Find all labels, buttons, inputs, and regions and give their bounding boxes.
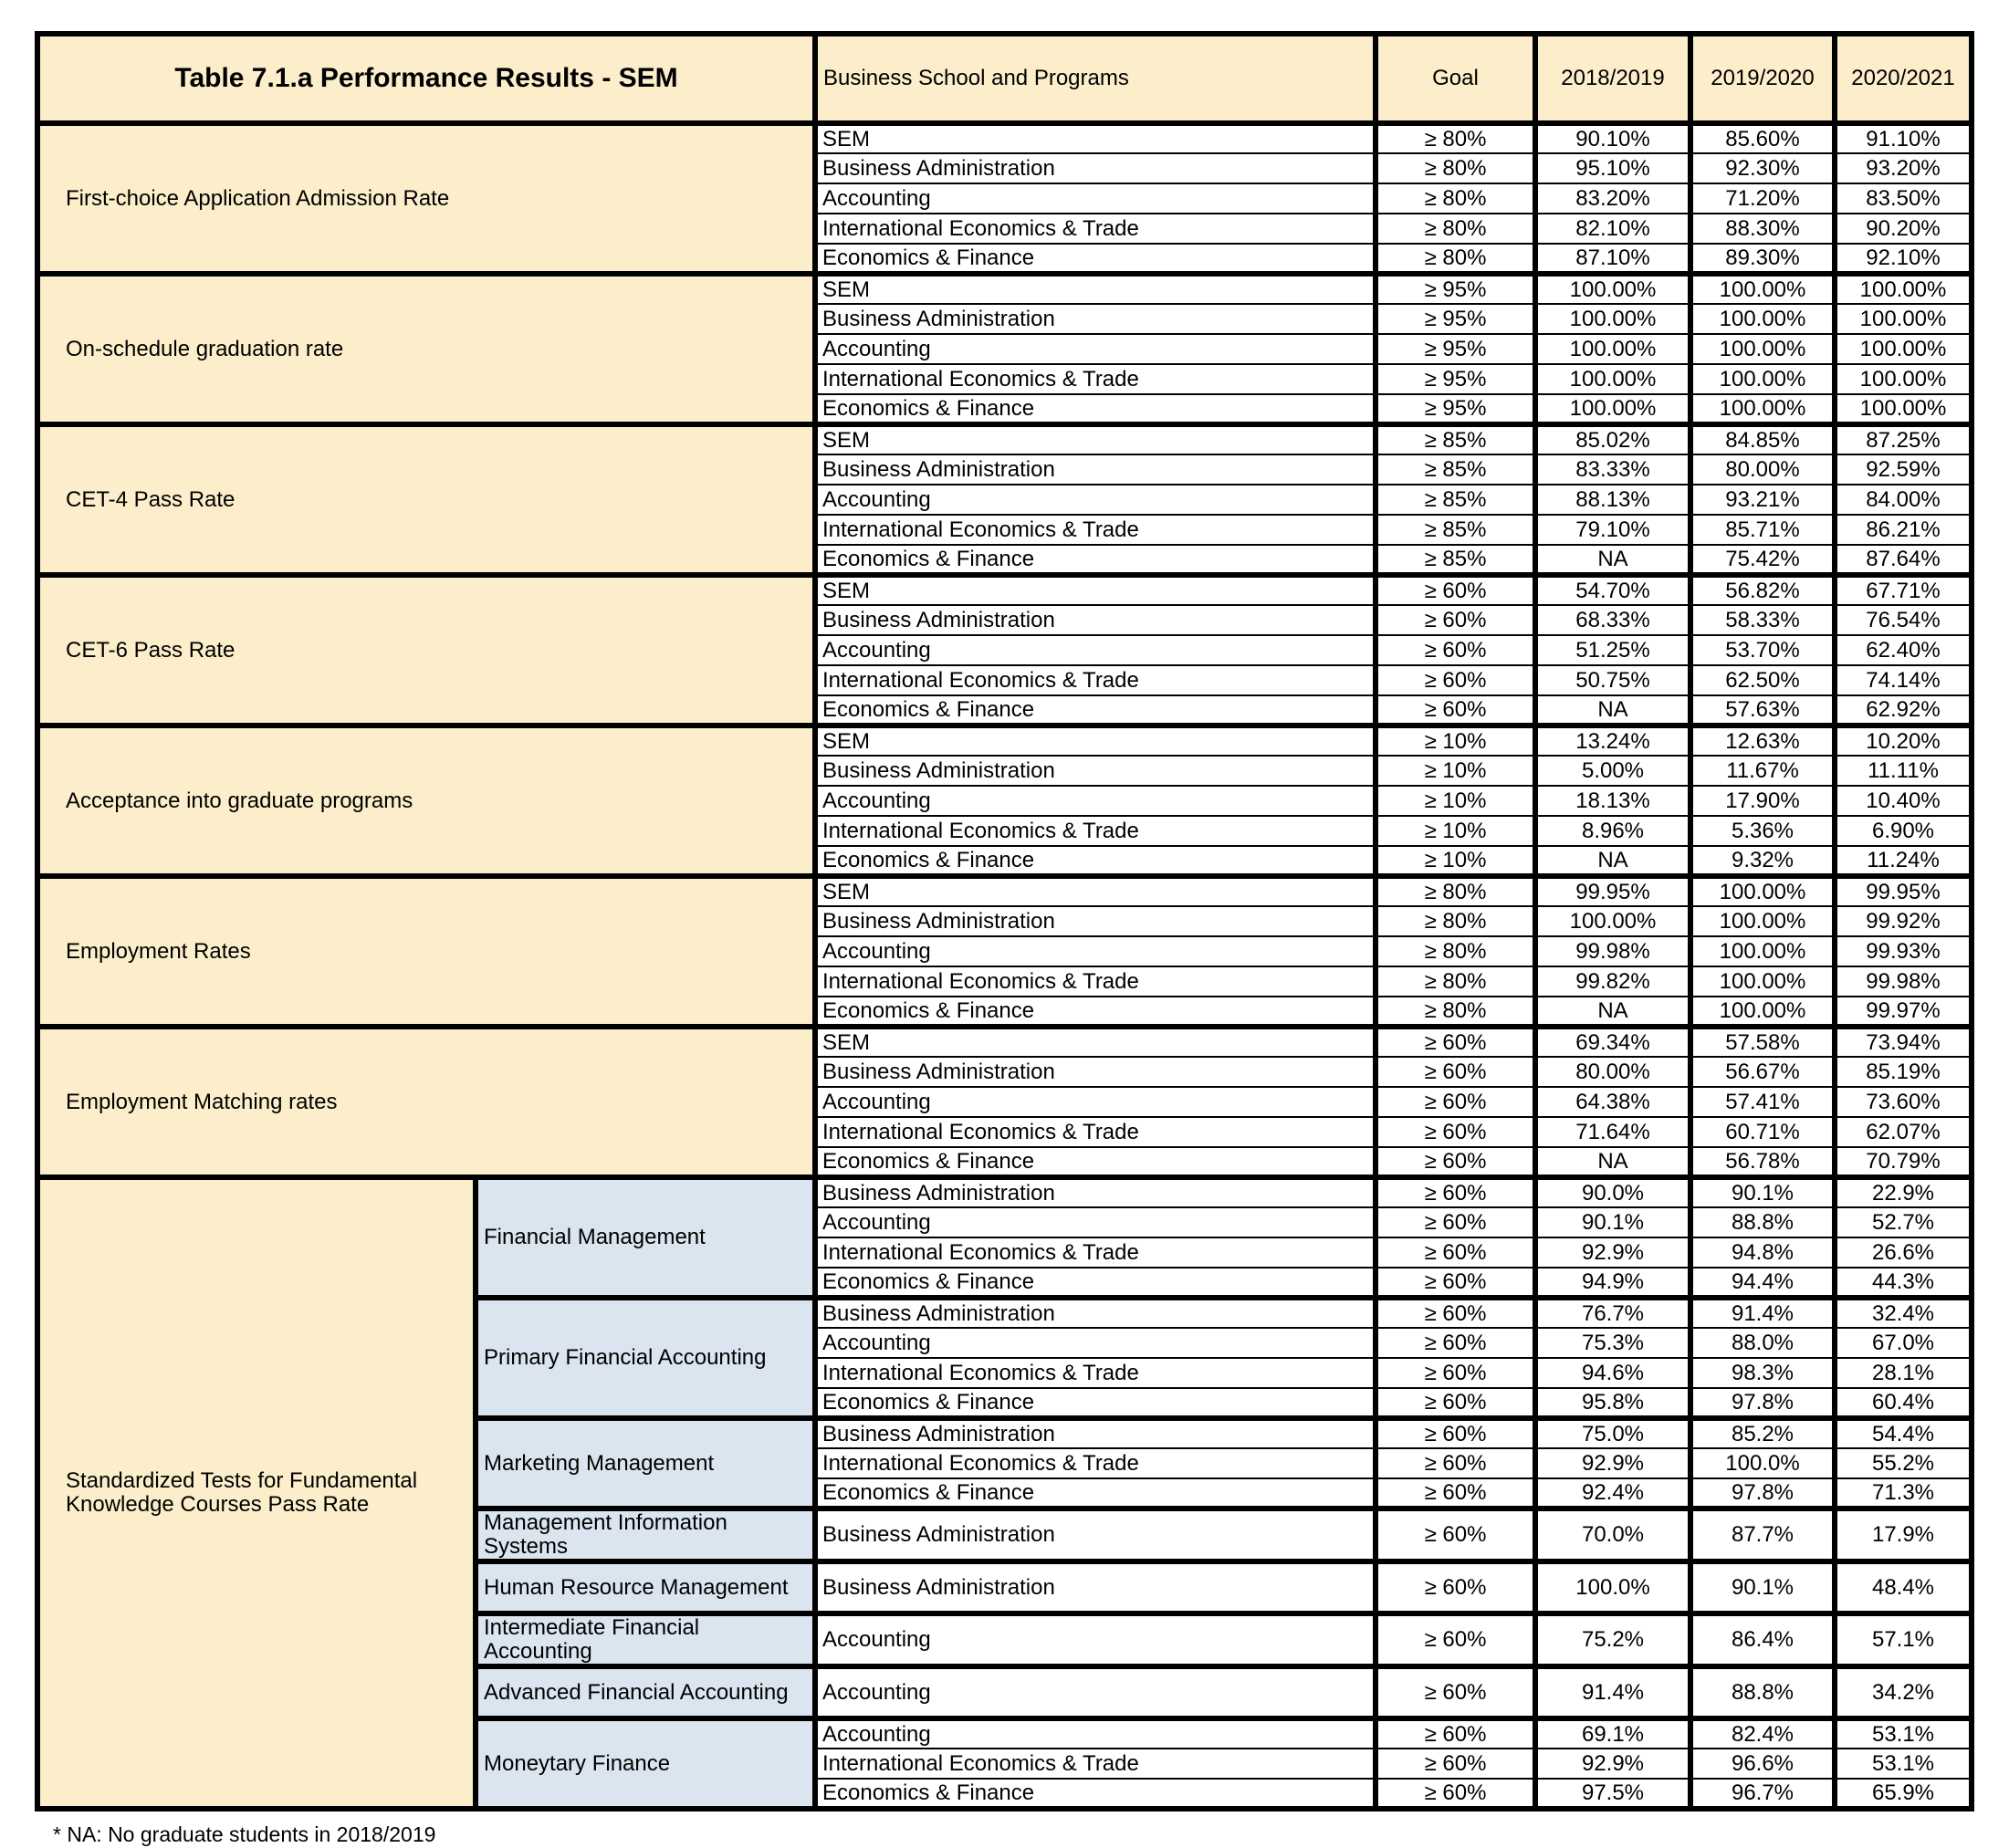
value-cell: 74.14% bbox=[1835, 665, 1972, 695]
program-cell: Accounting bbox=[815, 334, 1376, 364]
value-cell: 11.67% bbox=[1690, 756, 1835, 786]
value-cell: 96.6% bbox=[1690, 1749, 1835, 1779]
value-cell: 88.0% bbox=[1690, 1328, 1835, 1358]
value-cell: 99.95% bbox=[1835, 876, 1972, 906]
program-cell: SEM bbox=[815, 123, 1376, 153]
goal-cell: ≥ 60% bbox=[1376, 1177, 1535, 1207]
value-cell: 94.8% bbox=[1690, 1237, 1835, 1268]
program-cell: Accounting bbox=[815, 936, 1376, 966]
goal-cell: ≥ 60% bbox=[1376, 665, 1535, 695]
goal-cell: ≥ 85% bbox=[1376, 515, 1535, 545]
value-cell: 17.9% bbox=[1835, 1509, 1972, 1561]
value-cell: 97.8% bbox=[1690, 1478, 1835, 1509]
value-cell: 76.7% bbox=[1535, 1298, 1690, 1328]
group-label: Acceptance into graduate programs bbox=[37, 726, 815, 876]
value-cell: 51.25% bbox=[1535, 635, 1690, 665]
value-cell: 100.00% bbox=[1690, 304, 1835, 334]
value-cell: 90.10% bbox=[1535, 123, 1690, 153]
table-row bbox=[37, 424, 1972, 454]
program-cell: SEM bbox=[815, 274, 1376, 304]
value-cell: 90.0% bbox=[1535, 1177, 1690, 1207]
goal-cell: ≥ 85% bbox=[1376, 454, 1535, 485]
value-cell: 56.67% bbox=[1690, 1057, 1835, 1087]
program-cell: Economics & Finance bbox=[815, 997, 1376, 1027]
value-cell: 70.0% bbox=[1535, 1509, 1690, 1561]
value-cell: 100.00% bbox=[1535, 334, 1690, 364]
program-cell: Economics & Finance bbox=[815, 545, 1376, 575]
value-cell: 80.00% bbox=[1535, 1057, 1690, 1087]
goal-cell: ≥ 80% bbox=[1376, 183, 1535, 214]
value-cell: 99.98% bbox=[1535, 936, 1690, 966]
goal-cell: ≥ 60% bbox=[1376, 1207, 1535, 1237]
value-cell: 96.7% bbox=[1690, 1779, 1835, 1809]
value-cell: 94.6% bbox=[1535, 1358, 1690, 1388]
goal-cell: ≥ 60% bbox=[1376, 1237, 1535, 1268]
value-cell: 82.10% bbox=[1535, 214, 1690, 244]
value-cell: 100.00% bbox=[1690, 997, 1835, 1027]
program-cell: Business Administration bbox=[815, 1561, 1376, 1613]
goal-cell: ≥ 10% bbox=[1376, 816, 1535, 846]
header-year-2020-2021: 2020/2021 bbox=[1835, 34, 1972, 123]
value-cell: 93.20% bbox=[1835, 153, 1972, 183]
goal-cell: ≥ 95% bbox=[1376, 364, 1535, 394]
goal-cell: ≥ 80% bbox=[1376, 244, 1535, 274]
program-cell: SEM bbox=[815, 424, 1376, 454]
value-cell: 100.00% bbox=[1835, 274, 1972, 304]
program-cell: Accounting bbox=[815, 1718, 1376, 1749]
value-cell: 68.33% bbox=[1535, 605, 1690, 635]
goal-cell: ≥ 60% bbox=[1376, 695, 1535, 726]
value-cell: 87.7% bbox=[1690, 1509, 1835, 1561]
value-cell: 88.30% bbox=[1690, 214, 1835, 244]
value-cell: 75.3% bbox=[1535, 1328, 1690, 1358]
value-cell: 100.00% bbox=[1835, 364, 1972, 394]
goal-cell: ≥ 60% bbox=[1376, 1561, 1535, 1613]
group-label: CET-4 Pass Rate bbox=[37, 424, 815, 575]
subgroup-label: Advanced Financial Accounting bbox=[476, 1666, 815, 1718]
group-label: First-choice Application Admission Rate bbox=[37, 123, 815, 274]
program-cell: Business Administration bbox=[815, 153, 1376, 183]
value-cell: NA bbox=[1535, 1147, 1690, 1177]
goal-cell: ≥ 60% bbox=[1376, 635, 1535, 665]
program-cell: Accounting bbox=[815, 635, 1376, 665]
value-cell: 100.00% bbox=[1535, 364, 1690, 394]
program-cell: International Economics & Trade bbox=[815, 665, 1376, 695]
value-cell: 91.4% bbox=[1535, 1666, 1690, 1718]
goal-cell: ≥ 60% bbox=[1376, 1779, 1535, 1809]
value-cell: 9.32% bbox=[1690, 846, 1835, 876]
value-cell: 88.13% bbox=[1535, 485, 1690, 515]
value-cell: 86.21% bbox=[1835, 515, 1972, 545]
value-cell: 57.1% bbox=[1835, 1613, 1972, 1666]
goal-cell: ≥ 95% bbox=[1376, 274, 1535, 304]
value-cell: 99.97% bbox=[1835, 997, 1972, 1027]
goal-cell: ≥ 95% bbox=[1376, 334, 1535, 364]
program-cell: International Economics & Trade bbox=[815, 1117, 1376, 1147]
value-cell: 90.1% bbox=[1535, 1207, 1690, 1237]
program-cell: Economics & Finance bbox=[815, 1388, 1376, 1418]
goal-cell: ≥ 60% bbox=[1376, 1749, 1535, 1779]
program-cell: SEM bbox=[815, 575, 1376, 605]
value-cell: 69.1% bbox=[1535, 1718, 1690, 1749]
value-cell: 87.25% bbox=[1835, 424, 1972, 454]
value-cell: NA bbox=[1535, 695, 1690, 726]
value-cell: 84.00% bbox=[1835, 485, 1972, 515]
performance-table bbox=[35, 31, 1974, 1811]
value-cell: 89.30% bbox=[1690, 244, 1835, 274]
value-cell: 90.1% bbox=[1690, 1561, 1835, 1613]
table-row bbox=[37, 1177, 1972, 1207]
value-cell: 6.90% bbox=[1835, 816, 1972, 846]
value-cell: 53.70% bbox=[1690, 635, 1835, 665]
table-row bbox=[37, 726, 1972, 756]
group-label: Standardized Tests for Fundamental Knowledge Courses Pass Rate bbox=[37, 1177, 476, 1809]
subgroup-label: Intermediate Financial Accounting bbox=[476, 1613, 815, 1666]
value-cell: 100.00% bbox=[1535, 906, 1690, 936]
value-cell: 54.70% bbox=[1535, 575, 1690, 605]
value-cell: 48.4% bbox=[1835, 1561, 1972, 1613]
value-cell: 100.00% bbox=[1690, 906, 1835, 936]
goal-cell: ≥ 95% bbox=[1376, 394, 1535, 424]
value-cell: 97.8% bbox=[1690, 1388, 1835, 1418]
value-cell: 65.9% bbox=[1835, 1779, 1972, 1809]
value-cell: 92.30% bbox=[1690, 153, 1835, 183]
header-programs: Business School and Programs bbox=[815, 34, 1376, 123]
value-cell: 84.85% bbox=[1690, 424, 1835, 454]
program-cell: Business Administration bbox=[815, 1418, 1376, 1448]
program-cell: Business Administration bbox=[815, 1057, 1376, 1087]
value-cell: 10.40% bbox=[1835, 786, 1972, 816]
goal-cell: ≥ 85% bbox=[1376, 545, 1535, 575]
goal-cell: ≥ 60% bbox=[1376, 1268, 1535, 1298]
value-cell: 13.24% bbox=[1535, 726, 1690, 756]
value-cell: 73.94% bbox=[1835, 1027, 1972, 1057]
value-cell: 100.00% bbox=[1690, 966, 1835, 997]
value-cell: 53.1% bbox=[1835, 1718, 1972, 1749]
value-cell: 76.54% bbox=[1835, 605, 1972, 635]
value-cell: 94.4% bbox=[1690, 1268, 1835, 1298]
goal-cell: ≥ 80% bbox=[1376, 906, 1535, 936]
value-cell: 100.00% bbox=[1690, 274, 1835, 304]
value-cell: 99.95% bbox=[1535, 876, 1690, 906]
value-cell: 34.2% bbox=[1835, 1666, 1972, 1718]
value-cell: 57.41% bbox=[1690, 1087, 1835, 1117]
goal-cell: ≥ 60% bbox=[1376, 1666, 1535, 1718]
value-cell: 100.00% bbox=[1835, 304, 1972, 334]
value-cell: 88.8% bbox=[1690, 1207, 1835, 1237]
goal-cell: ≥ 60% bbox=[1376, 1328, 1535, 1358]
value-cell: 56.82% bbox=[1690, 575, 1835, 605]
program-cell: Economics & Finance bbox=[815, 846, 1376, 876]
value-cell: 85.71% bbox=[1690, 515, 1835, 545]
value-cell: 97.5% bbox=[1535, 1779, 1690, 1809]
program-cell: Business Administration bbox=[815, 1177, 1376, 1207]
program-cell: Accounting bbox=[815, 786, 1376, 816]
program-cell: International Economics & Trade bbox=[815, 1237, 1376, 1268]
value-cell: 26.6% bbox=[1835, 1237, 1972, 1268]
program-cell: Accounting bbox=[815, 1087, 1376, 1117]
subgroup-label: Marketing Management bbox=[476, 1418, 815, 1509]
value-cell: 92.9% bbox=[1535, 1237, 1690, 1268]
goal-cell: ≥ 60% bbox=[1376, 1147, 1535, 1177]
goal-cell: ≥ 60% bbox=[1376, 1027, 1535, 1057]
table-row bbox=[37, 1027, 1972, 1057]
goal-cell: ≥ 85% bbox=[1376, 485, 1535, 515]
value-cell: 79.10% bbox=[1535, 515, 1690, 545]
value-cell: 83.50% bbox=[1835, 183, 1972, 214]
table-header bbox=[37, 34, 1972, 123]
value-cell: 98.3% bbox=[1690, 1358, 1835, 1388]
table-row bbox=[37, 274, 1972, 304]
goal-cell: ≥ 60% bbox=[1376, 1718, 1535, 1749]
value-cell: 92.10% bbox=[1835, 244, 1972, 274]
program-cell: SEM bbox=[815, 1027, 1376, 1057]
value-cell: 71.3% bbox=[1835, 1478, 1972, 1509]
value-cell: 54.4% bbox=[1835, 1418, 1972, 1448]
goal-cell: ≥ 60% bbox=[1376, 1509, 1535, 1561]
value-cell: 88.8% bbox=[1690, 1666, 1835, 1718]
subgroup-label: Financial Management bbox=[476, 1177, 815, 1298]
value-cell: 53.1% bbox=[1835, 1749, 1972, 1779]
header-year-2018-2019: 2018/2019 bbox=[1535, 34, 1690, 123]
value-cell: 100.0% bbox=[1690, 1448, 1835, 1478]
value-cell: 18.13% bbox=[1535, 786, 1690, 816]
value-cell: 87.10% bbox=[1535, 244, 1690, 274]
value-cell: 69.34% bbox=[1535, 1027, 1690, 1057]
value-cell: 87.64% bbox=[1835, 545, 1972, 575]
value-cell: 22.9% bbox=[1835, 1177, 1972, 1207]
goal-cell: ≥ 10% bbox=[1376, 756, 1535, 786]
value-cell: 5.00% bbox=[1535, 756, 1690, 786]
program-cell: International Economics & Trade bbox=[815, 214, 1376, 244]
group-label: On-schedule graduation rate bbox=[37, 274, 815, 424]
value-cell: 82.4% bbox=[1690, 1718, 1835, 1749]
value-cell: 93.21% bbox=[1690, 485, 1835, 515]
value-cell: 64.38% bbox=[1535, 1087, 1690, 1117]
program-cell: International Economics & Trade bbox=[815, 966, 1376, 997]
value-cell: 91.4% bbox=[1690, 1298, 1835, 1328]
program-cell: Business Administration bbox=[815, 605, 1376, 635]
value-cell: 62.50% bbox=[1690, 665, 1835, 695]
table-title: Table 7.1.a Performance Results - SEM bbox=[37, 34, 815, 123]
value-cell: 100.00% bbox=[1690, 364, 1835, 394]
goal-cell: ≥ 80% bbox=[1376, 214, 1535, 244]
value-cell: 57.63% bbox=[1690, 695, 1835, 726]
goal-cell: ≥ 60% bbox=[1376, 1388, 1535, 1418]
goal-cell: ≥ 85% bbox=[1376, 424, 1535, 454]
goal-cell: ≥ 80% bbox=[1376, 936, 1535, 966]
program-cell: Accounting bbox=[815, 183, 1376, 214]
program-cell: International Economics & Trade bbox=[815, 1749, 1376, 1779]
program-cell: International Economics & Trade bbox=[815, 364, 1376, 394]
goal-cell: ≥ 10% bbox=[1376, 726, 1535, 756]
goal-cell: ≥ 60% bbox=[1376, 1613, 1535, 1666]
value-cell: 100.00% bbox=[1535, 274, 1690, 304]
program-cell: International Economics & Trade bbox=[815, 1358, 1376, 1388]
value-cell: 60.4% bbox=[1835, 1388, 1972, 1418]
program-cell: Economics & Finance bbox=[815, 394, 1376, 424]
footnote: * NA: No graduate students in 2018/2019 bbox=[53, 1822, 436, 1846]
value-cell: 71.20% bbox=[1690, 183, 1835, 214]
value-cell: 100.00% bbox=[1835, 334, 1972, 364]
value-cell: 100.00% bbox=[1690, 936, 1835, 966]
value-cell: 100.00% bbox=[1535, 304, 1690, 334]
value-cell: 95.10% bbox=[1535, 153, 1690, 183]
value-cell: 92.9% bbox=[1535, 1448, 1690, 1478]
value-cell: 75.2% bbox=[1535, 1613, 1690, 1666]
value-cell: 90.20% bbox=[1835, 214, 1972, 244]
value-cell: 100.0% bbox=[1535, 1561, 1690, 1613]
value-cell: 75.0% bbox=[1535, 1418, 1690, 1448]
value-cell: 58.33% bbox=[1690, 605, 1835, 635]
value-cell: 62.07% bbox=[1835, 1117, 1972, 1147]
goal-cell: ≥ 60% bbox=[1376, 605, 1535, 635]
value-cell: 92.4% bbox=[1535, 1478, 1690, 1509]
group-label: Employment Rates bbox=[37, 876, 815, 1027]
program-cell: Economics & Finance bbox=[815, 1478, 1376, 1509]
program-cell: Economics & Finance bbox=[815, 1779, 1376, 1809]
value-cell: 70.79% bbox=[1835, 1147, 1972, 1177]
value-cell: 86.4% bbox=[1690, 1613, 1835, 1666]
program-cell: International Economics & Trade bbox=[815, 816, 1376, 846]
value-cell: 60.71% bbox=[1690, 1117, 1835, 1147]
value-cell: 99.98% bbox=[1835, 966, 1972, 997]
program-cell: Accounting bbox=[815, 1207, 1376, 1237]
goal-cell: ≥ 60% bbox=[1376, 575, 1535, 605]
value-cell: 99.93% bbox=[1835, 936, 1972, 966]
value-cell: 12.63% bbox=[1690, 726, 1835, 756]
value-cell: 92.59% bbox=[1835, 454, 1972, 485]
program-cell: Economics & Finance bbox=[815, 1147, 1376, 1177]
value-cell: 52.7% bbox=[1835, 1207, 1972, 1237]
goal-cell: ≥ 60% bbox=[1376, 1087, 1535, 1117]
value-cell: 67.71% bbox=[1835, 575, 1972, 605]
program-cell: Business Administration bbox=[815, 1298, 1376, 1328]
program-cell: Economics & Finance bbox=[815, 244, 1376, 274]
value-cell: 10.20% bbox=[1835, 726, 1972, 756]
program-cell: SEM bbox=[815, 876, 1376, 906]
subgroup-label: Moneytary Finance bbox=[476, 1718, 815, 1809]
table-row bbox=[37, 876, 1972, 906]
program-cell: Business Administration bbox=[815, 906, 1376, 936]
program-cell: Accounting bbox=[815, 1613, 1376, 1666]
value-cell: 32.4% bbox=[1835, 1298, 1972, 1328]
goal-cell: ≥ 10% bbox=[1376, 846, 1535, 876]
goal-cell: ≥ 80% bbox=[1376, 123, 1535, 153]
goal-cell: ≥ 60% bbox=[1376, 1117, 1535, 1147]
value-cell: 85.2% bbox=[1690, 1418, 1835, 1448]
value-cell: 11.24% bbox=[1835, 846, 1972, 876]
value-cell: 99.82% bbox=[1535, 966, 1690, 997]
value-cell: 28.1% bbox=[1835, 1358, 1972, 1388]
table-row bbox=[37, 123, 1972, 153]
value-cell: 94.9% bbox=[1535, 1268, 1690, 1298]
goal-cell: ≥ 60% bbox=[1376, 1448, 1535, 1478]
value-cell: 62.40% bbox=[1835, 635, 1972, 665]
program-cell: Business Administration bbox=[815, 756, 1376, 786]
value-cell: 62.92% bbox=[1835, 695, 1972, 726]
group-label: CET-6 Pass Rate bbox=[37, 575, 815, 726]
value-cell: 57.58% bbox=[1690, 1027, 1835, 1057]
value-cell: NA bbox=[1535, 545, 1690, 575]
goal-cell: ≥ 60% bbox=[1376, 1298, 1535, 1328]
goal-cell: ≥ 80% bbox=[1376, 876, 1535, 906]
value-cell: 99.92% bbox=[1835, 906, 1972, 936]
group-label: Employment Matching rates bbox=[37, 1027, 815, 1177]
value-cell: 80.00% bbox=[1690, 454, 1835, 485]
value-cell: 100.00% bbox=[1835, 394, 1972, 424]
program-cell: Business Administration bbox=[815, 454, 1376, 485]
program-cell: Economics & Finance bbox=[815, 695, 1376, 726]
goal-cell: ≥ 60% bbox=[1376, 1358, 1535, 1388]
value-cell: 95.8% bbox=[1535, 1388, 1690, 1418]
value-cell: 100.00% bbox=[1690, 394, 1835, 424]
value-cell: 8.96% bbox=[1535, 816, 1690, 846]
value-cell: 92.9% bbox=[1535, 1749, 1690, 1779]
value-cell: 85.60% bbox=[1690, 123, 1835, 153]
header-goal: Goal bbox=[1376, 34, 1535, 123]
program-cell: Business Administration bbox=[815, 1509, 1376, 1561]
value-cell: 44.3% bbox=[1835, 1268, 1972, 1298]
value-cell: 100.00% bbox=[1690, 876, 1835, 906]
goal-cell: ≥ 80% bbox=[1376, 997, 1535, 1027]
value-cell: 75.42% bbox=[1690, 545, 1835, 575]
program-cell: International Economics & Trade bbox=[815, 1448, 1376, 1478]
goal-cell: ≥ 80% bbox=[1376, 153, 1535, 183]
subgroup-label: Primary Financial Accounting bbox=[476, 1298, 815, 1418]
goal-cell: ≥ 95% bbox=[1376, 304, 1535, 334]
value-cell: NA bbox=[1535, 997, 1690, 1027]
value-cell: 73.60% bbox=[1835, 1087, 1972, 1117]
value-cell: 91.10% bbox=[1835, 123, 1972, 153]
goal-cell: ≥ 60% bbox=[1376, 1478, 1535, 1509]
value-cell: 100.00% bbox=[1690, 334, 1835, 364]
header-year-2019-2020: 2019/2020 bbox=[1690, 34, 1835, 123]
value-cell: 85.19% bbox=[1835, 1057, 1972, 1087]
program-cell: SEM bbox=[815, 726, 1376, 756]
value-cell: 17.90% bbox=[1690, 786, 1835, 816]
program-cell: Business Administration bbox=[815, 304, 1376, 334]
goal-cell: ≥ 10% bbox=[1376, 786, 1535, 816]
program-cell: International Economics & Trade bbox=[815, 515, 1376, 545]
goal-cell: ≥ 80% bbox=[1376, 966, 1535, 997]
subgroup-label: Management Information Systems bbox=[476, 1509, 815, 1561]
table-body bbox=[37, 123, 1972, 1809]
value-cell: 11.11% bbox=[1835, 756, 1972, 786]
value-cell: 67.0% bbox=[1835, 1328, 1972, 1358]
value-cell: 83.33% bbox=[1535, 454, 1690, 485]
subgroup-label: Human Resource Management bbox=[476, 1561, 815, 1613]
value-cell: 85.02% bbox=[1535, 424, 1690, 454]
program-cell: Accounting bbox=[815, 1328, 1376, 1358]
table-row bbox=[37, 575, 1972, 605]
value-cell: 71.64% bbox=[1535, 1117, 1690, 1147]
goal-cell: ≥ 60% bbox=[1376, 1057, 1535, 1087]
value-cell: 56.78% bbox=[1690, 1147, 1835, 1177]
value-cell: 55.2% bbox=[1835, 1448, 1972, 1478]
value-cell: NA bbox=[1535, 846, 1690, 876]
value-cell: 83.20% bbox=[1535, 183, 1690, 214]
value-cell: 5.36% bbox=[1690, 816, 1835, 846]
value-cell: 50.75% bbox=[1535, 665, 1690, 695]
program-cell: Accounting bbox=[815, 485, 1376, 515]
program-cell: Accounting bbox=[815, 1666, 1376, 1718]
value-cell: 100.00% bbox=[1535, 394, 1690, 424]
value-cell: 90.1% bbox=[1690, 1177, 1835, 1207]
goal-cell: ≥ 60% bbox=[1376, 1418, 1535, 1448]
program-cell: Economics & Finance bbox=[815, 1268, 1376, 1298]
